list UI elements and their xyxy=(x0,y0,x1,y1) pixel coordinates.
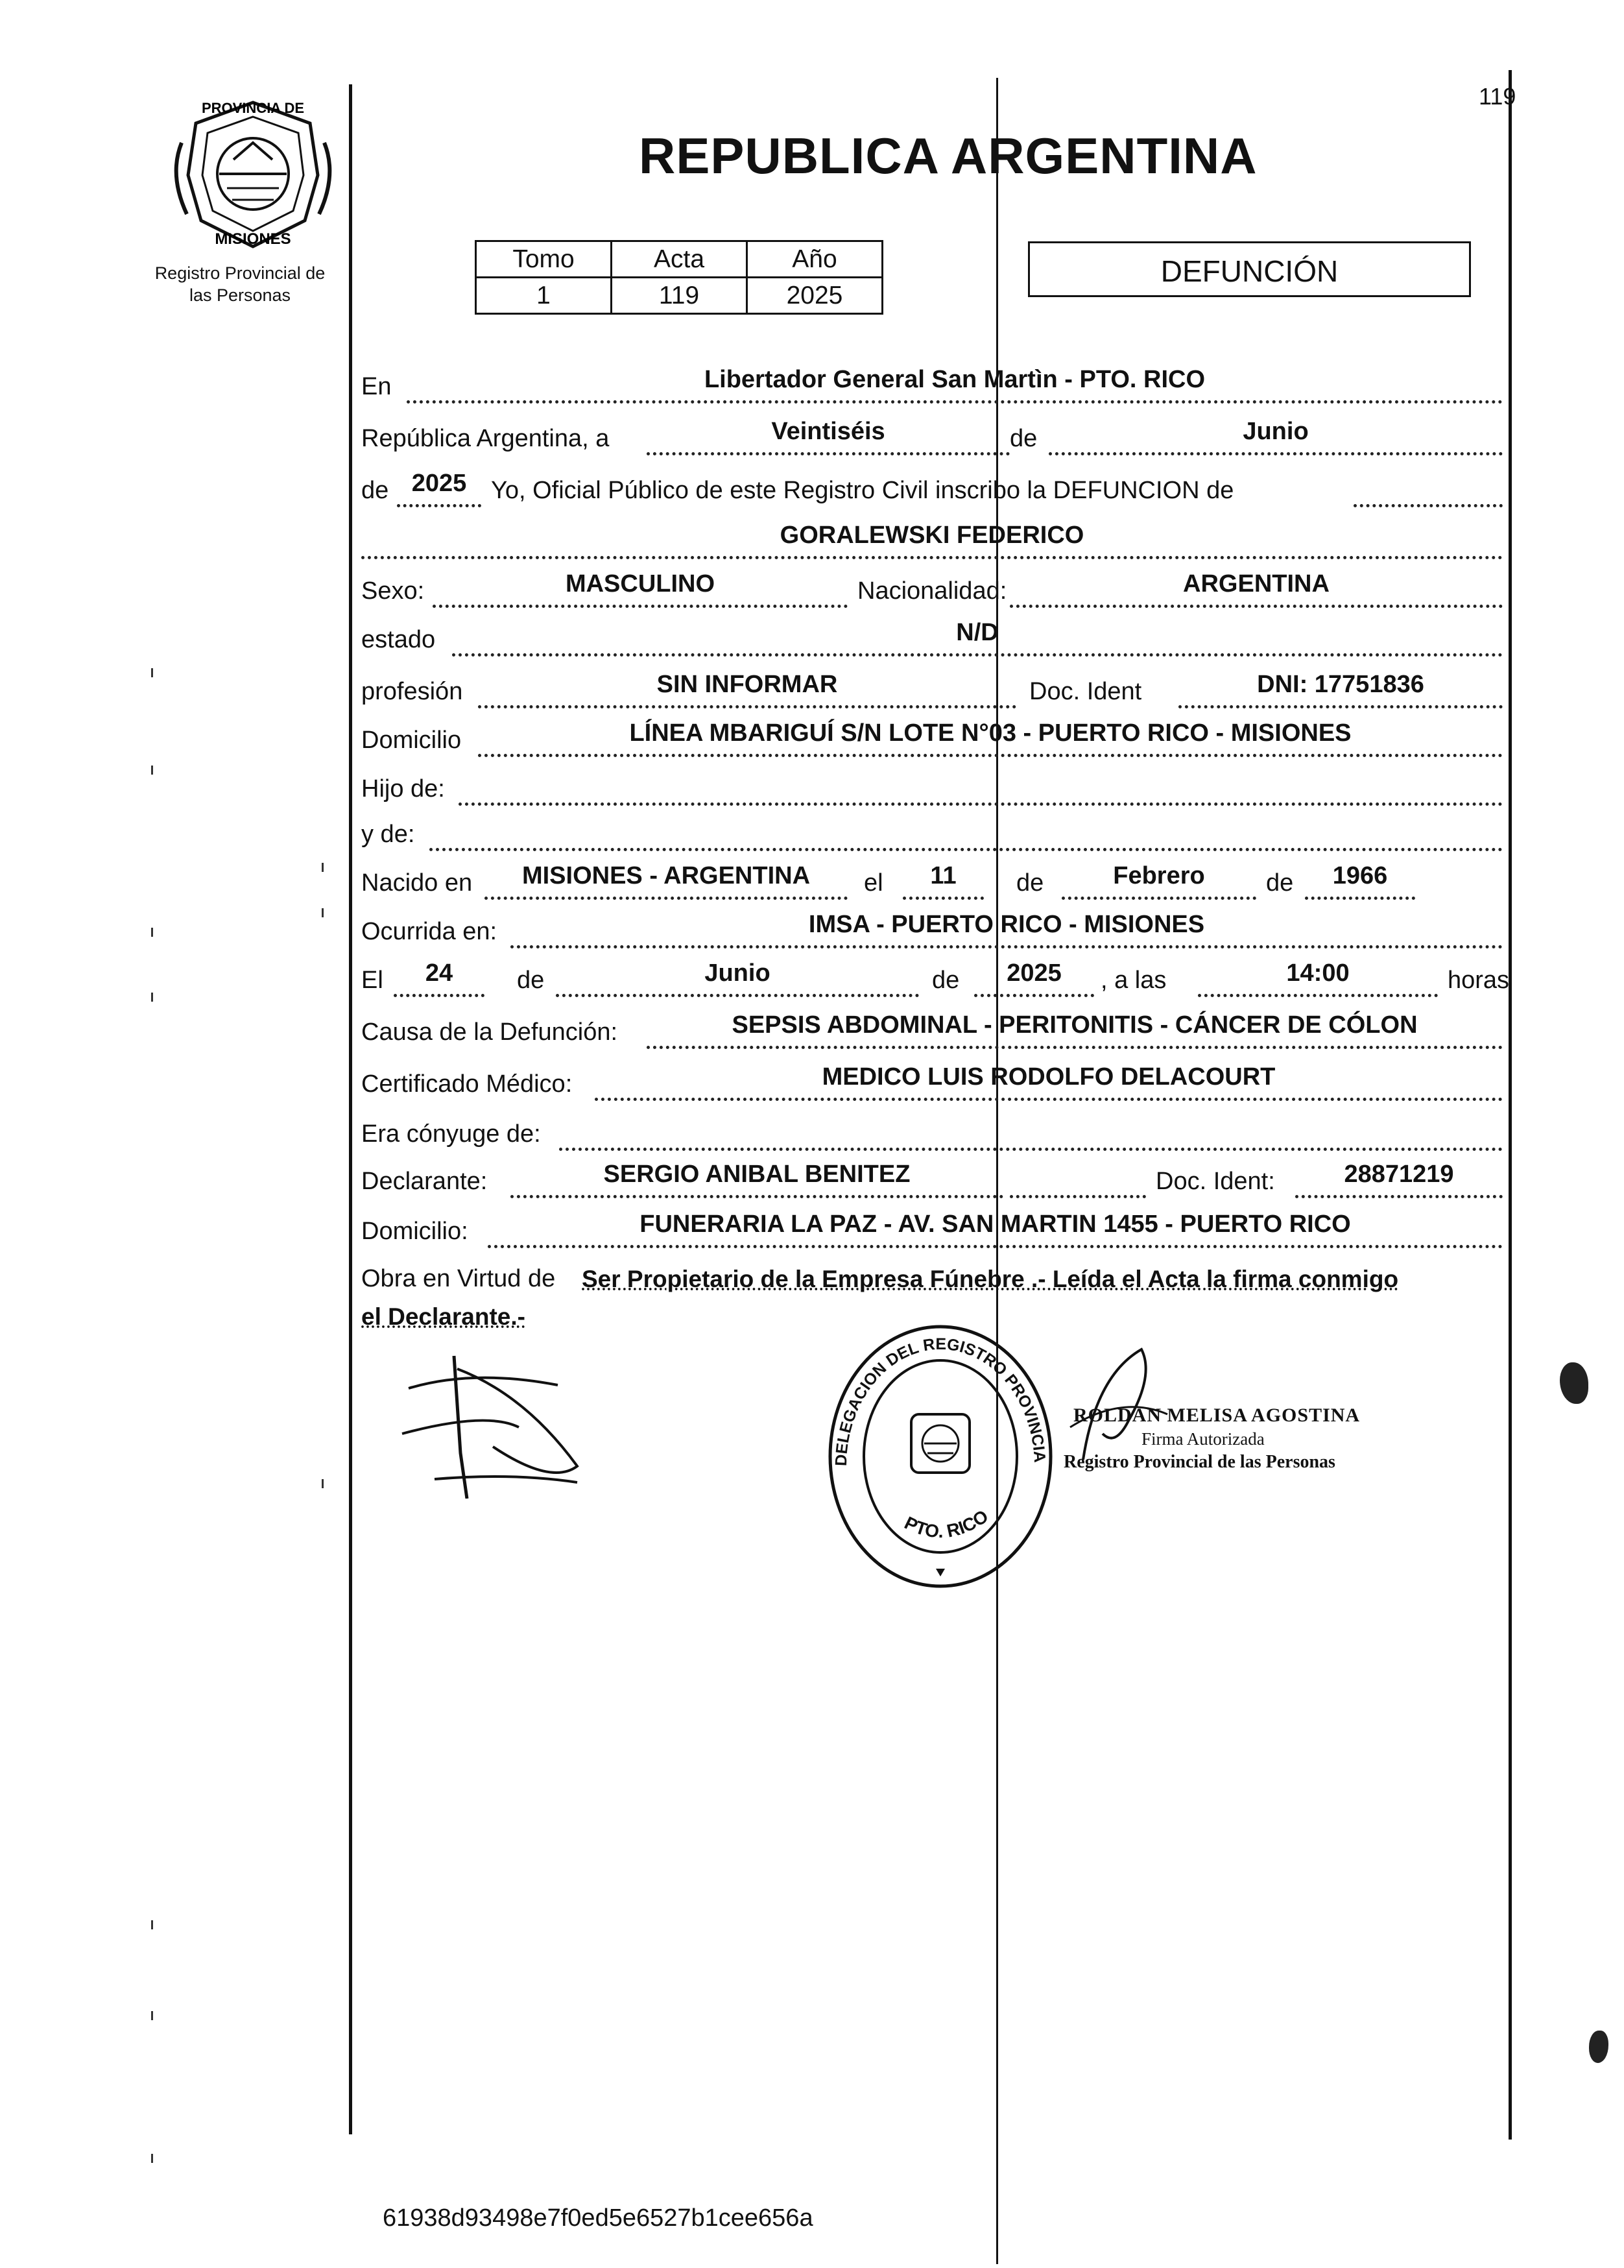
left-margin-rule xyxy=(349,84,352,2134)
row-nacido xyxy=(361,860,1503,905)
svg-text:MISIONES: MISIONES xyxy=(215,230,291,248)
row-deceased xyxy=(361,519,1503,564)
scan-mark xyxy=(322,908,324,917)
year-value: 2025 xyxy=(397,465,481,507)
death-year: 2025 xyxy=(974,955,1094,997)
hijo-label: Hijo de: xyxy=(361,775,445,802)
birth-day: 11 xyxy=(903,858,984,900)
row-declarante xyxy=(361,1158,1503,1203)
birth-de2: de xyxy=(1266,869,1294,897)
right-margin-rule xyxy=(1509,70,1512,2140)
day-text: Veintiséis xyxy=(647,413,1010,455)
registry-value-anio: 2025 xyxy=(747,278,883,314)
death-day: 24 xyxy=(394,955,484,997)
document-type-box: DEFUNCIÓN xyxy=(1028,241,1471,297)
declarante-label: Declarante: xyxy=(361,1168,488,1195)
declarante-gap xyxy=(1010,1156,1146,1198)
estado-label: estado xyxy=(361,626,436,653)
birth-de1: de xyxy=(1016,869,1044,897)
yde-value xyxy=(429,809,1503,851)
ocurrida-label: Ocurrida en: xyxy=(361,918,497,945)
svg-text:PROVINCIA DE: PROVINCIA DE xyxy=(201,100,305,116)
official-stamp xyxy=(820,1317,1060,1589)
logo-caption xyxy=(133,262,347,306)
death-el-label: El xyxy=(361,967,383,994)
decl-domicilio-label: Domicilio: xyxy=(361,1218,468,1245)
document-title: REPUBLICA ARGENTINA xyxy=(639,127,1258,184)
obra-text-line1: Ser Propietario de la Empresa Fúnebre .- Leída el Acta la firma conmigo xyxy=(582,1266,1399,1292)
scan-mark xyxy=(151,766,153,775)
republica-label: República Argentina, a xyxy=(361,425,610,452)
official-role: Firma Autorizada xyxy=(1141,1429,1265,1449)
yo-trailing-blank xyxy=(1354,465,1503,507)
registry-value-tomo: 1 xyxy=(476,278,612,314)
scan-mark xyxy=(151,2154,153,2163)
doc-value: DNI: 17751836 xyxy=(1178,666,1503,708)
row-profesion xyxy=(361,668,1503,714)
nacionalidad-label: Nacionalidad: xyxy=(857,577,1007,605)
row-en xyxy=(361,363,1503,409)
row-fecha xyxy=(361,415,1503,461)
row-causa xyxy=(361,1009,1503,1054)
row-yo xyxy=(361,467,1503,513)
profesion-label: profesión xyxy=(361,678,463,705)
row-yde xyxy=(361,811,1503,856)
alas-label: , a las xyxy=(1101,967,1167,994)
domicilio-value: LÍNEA MBARIGUÍ S/N LOTE N°03 - PUERTO RICO - MISIONES xyxy=(478,715,1503,757)
decl-doc-value: 28871219 xyxy=(1295,1156,1503,1198)
deceased-name: GORALEWSKI FEDERICO xyxy=(361,517,1503,559)
stamp-arc-text: DELEGACION DEL REGISTRO PROVINCIA xyxy=(831,1334,1049,1467)
scan-mark xyxy=(151,668,153,677)
registry-header-anio: Año xyxy=(747,241,883,278)
de-label: de xyxy=(1010,425,1038,452)
death-de1: de xyxy=(517,967,545,994)
causa-label: Causa de la Defunción: xyxy=(361,1019,618,1046)
death-month: Junio xyxy=(556,955,919,997)
scan-mark xyxy=(322,1479,324,1488)
row-decl-domicilio xyxy=(361,1208,1503,1253)
registry-header-acta: Acta xyxy=(612,241,747,278)
declarant-signature xyxy=(396,1349,597,1499)
birth-month: Febrero xyxy=(1062,858,1256,900)
birth-year: 1966 xyxy=(1305,858,1415,900)
ink-blot xyxy=(1560,1362,1588,1404)
row-death-date xyxy=(361,957,1510,1002)
yo-text: Yo, Oficial Público de este Registro Civil inscribo la DEFUNCION de xyxy=(491,477,1234,504)
estado-value: N/D xyxy=(452,614,1503,657)
doc-label: Doc. Ident xyxy=(1029,678,1142,705)
death-de2: de xyxy=(932,967,960,994)
row-certificado xyxy=(361,1061,1503,1106)
row-sexo xyxy=(361,568,1503,613)
nacionalidad-value: ARGENTINA xyxy=(1010,566,1503,608)
yde-label: y de: xyxy=(361,821,415,848)
nacido-label: Nacido en xyxy=(361,869,473,897)
row-ocurrida xyxy=(361,908,1503,954)
causa-value: SEPSIS ABDOMINAL - PERITONITIS - CÁNCER DE CÓLON xyxy=(647,1007,1503,1049)
official-name: ROLDAN MELISA AGOSTINA xyxy=(1073,1405,1361,1426)
province-coat-of-arms xyxy=(156,97,350,253)
sexo-label: Sexo: xyxy=(361,577,425,605)
sexo-value: MASCULINO xyxy=(433,566,848,608)
nacido-value: MISIONES - ARGENTINA xyxy=(484,858,848,900)
domicilio-label: Domicilio xyxy=(361,727,462,754)
obra-text-line2: el Declarante.- xyxy=(361,1303,525,1330)
scan-mark xyxy=(322,863,324,872)
month-text: Junio xyxy=(1049,413,1503,455)
year-prefix: de xyxy=(361,477,389,504)
en-value: Libertador General San Martìn - PTO. RICO xyxy=(407,361,1503,404)
decl-domicilio-value: FUNERARIA LA PAZ - AV. SAN MARTIN 1455 - PUERTO RICO xyxy=(488,1206,1503,1248)
row-conyuge xyxy=(361,1111,1503,1156)
registry-table xyxy=(475,240,883,315)
row-domicilio xyxy=(361,717,1503,762)
scan-mark xyxy=(151,993,153,1002)
conyuge-value xyxy=(559,1109,1503,1151)
document-hash: 61938d93498e7f0ed5e6527b1cee656a xyxy=(383,2204,813,2232)
scan-mark xyxy=(151,1920,153,1929)
logo-caption-line1: Registro Provincial de xyxy=(154,263,326,283)
row-estado xyxy=(361,616,1503,662)
official-office: Registro Provincial de las Personas xyxy=(1064,1452,1335,1472)
row-hijo xyxy=(361,766,1503,811)
horas-label: horas xyxy=(1448,967,1510,994)
ink-blot xyxy=(1589,2031,1608,2063)
en-label: En xyxy=(361,373,392,400)
official-block xyxy=(1064,1405,1385,1473)
svg-text:PTO. RICO xyxy=(902,1506,992,1541)
registry-value-acta: 119 xyxy=(612,278,747,314)
ocurrida-value: IMSA - PUERTO RICO - MISIONES xyxy=(510,906,1503,948)
stamp-bottom-text: PTO. RICO xyxy=(901,1506,992,1542)
profesion-value: SIN INFORMAR xyxy=(478,666,1016,708)
logo-caption-line2: las Personas xyxy=(189,285,291,305)
conyuge-label: Era cónyuge de: xyxy=(361,1120,541,1148)
decl-doc-label: Doc. Ident: xyxy=(1156,1168,1275,1195)
registry-header-tomo: Tomo xyxy=(476,241,612,278)
declarante-value: SERGIO ANIBAL BENITEZ xyxy=(510,1156,1003,1198)
death-time: 14:00 xyxy=(1198,955,1438,997)
obra-prefix: Obra en Virtud de xyxy=(361,1265,556,1292)
certificado-value: MEDICO LUIS RODOLFO DELACOURT xyxy=(595,1059,1503,1101)
scan-mark xyxy=(151,928,153,937)
scan-mark xyxy=(151,2011,153,2020)
certificado-label: Certificado Médico: xyxy=(361,1070,573,1098)
birth-el-label: el xyxy=(864,869,883,897)
page-number: 119 xyxy=(1479,83,1516,110)
hijo-value xyxy=(459,764,1503,806)
